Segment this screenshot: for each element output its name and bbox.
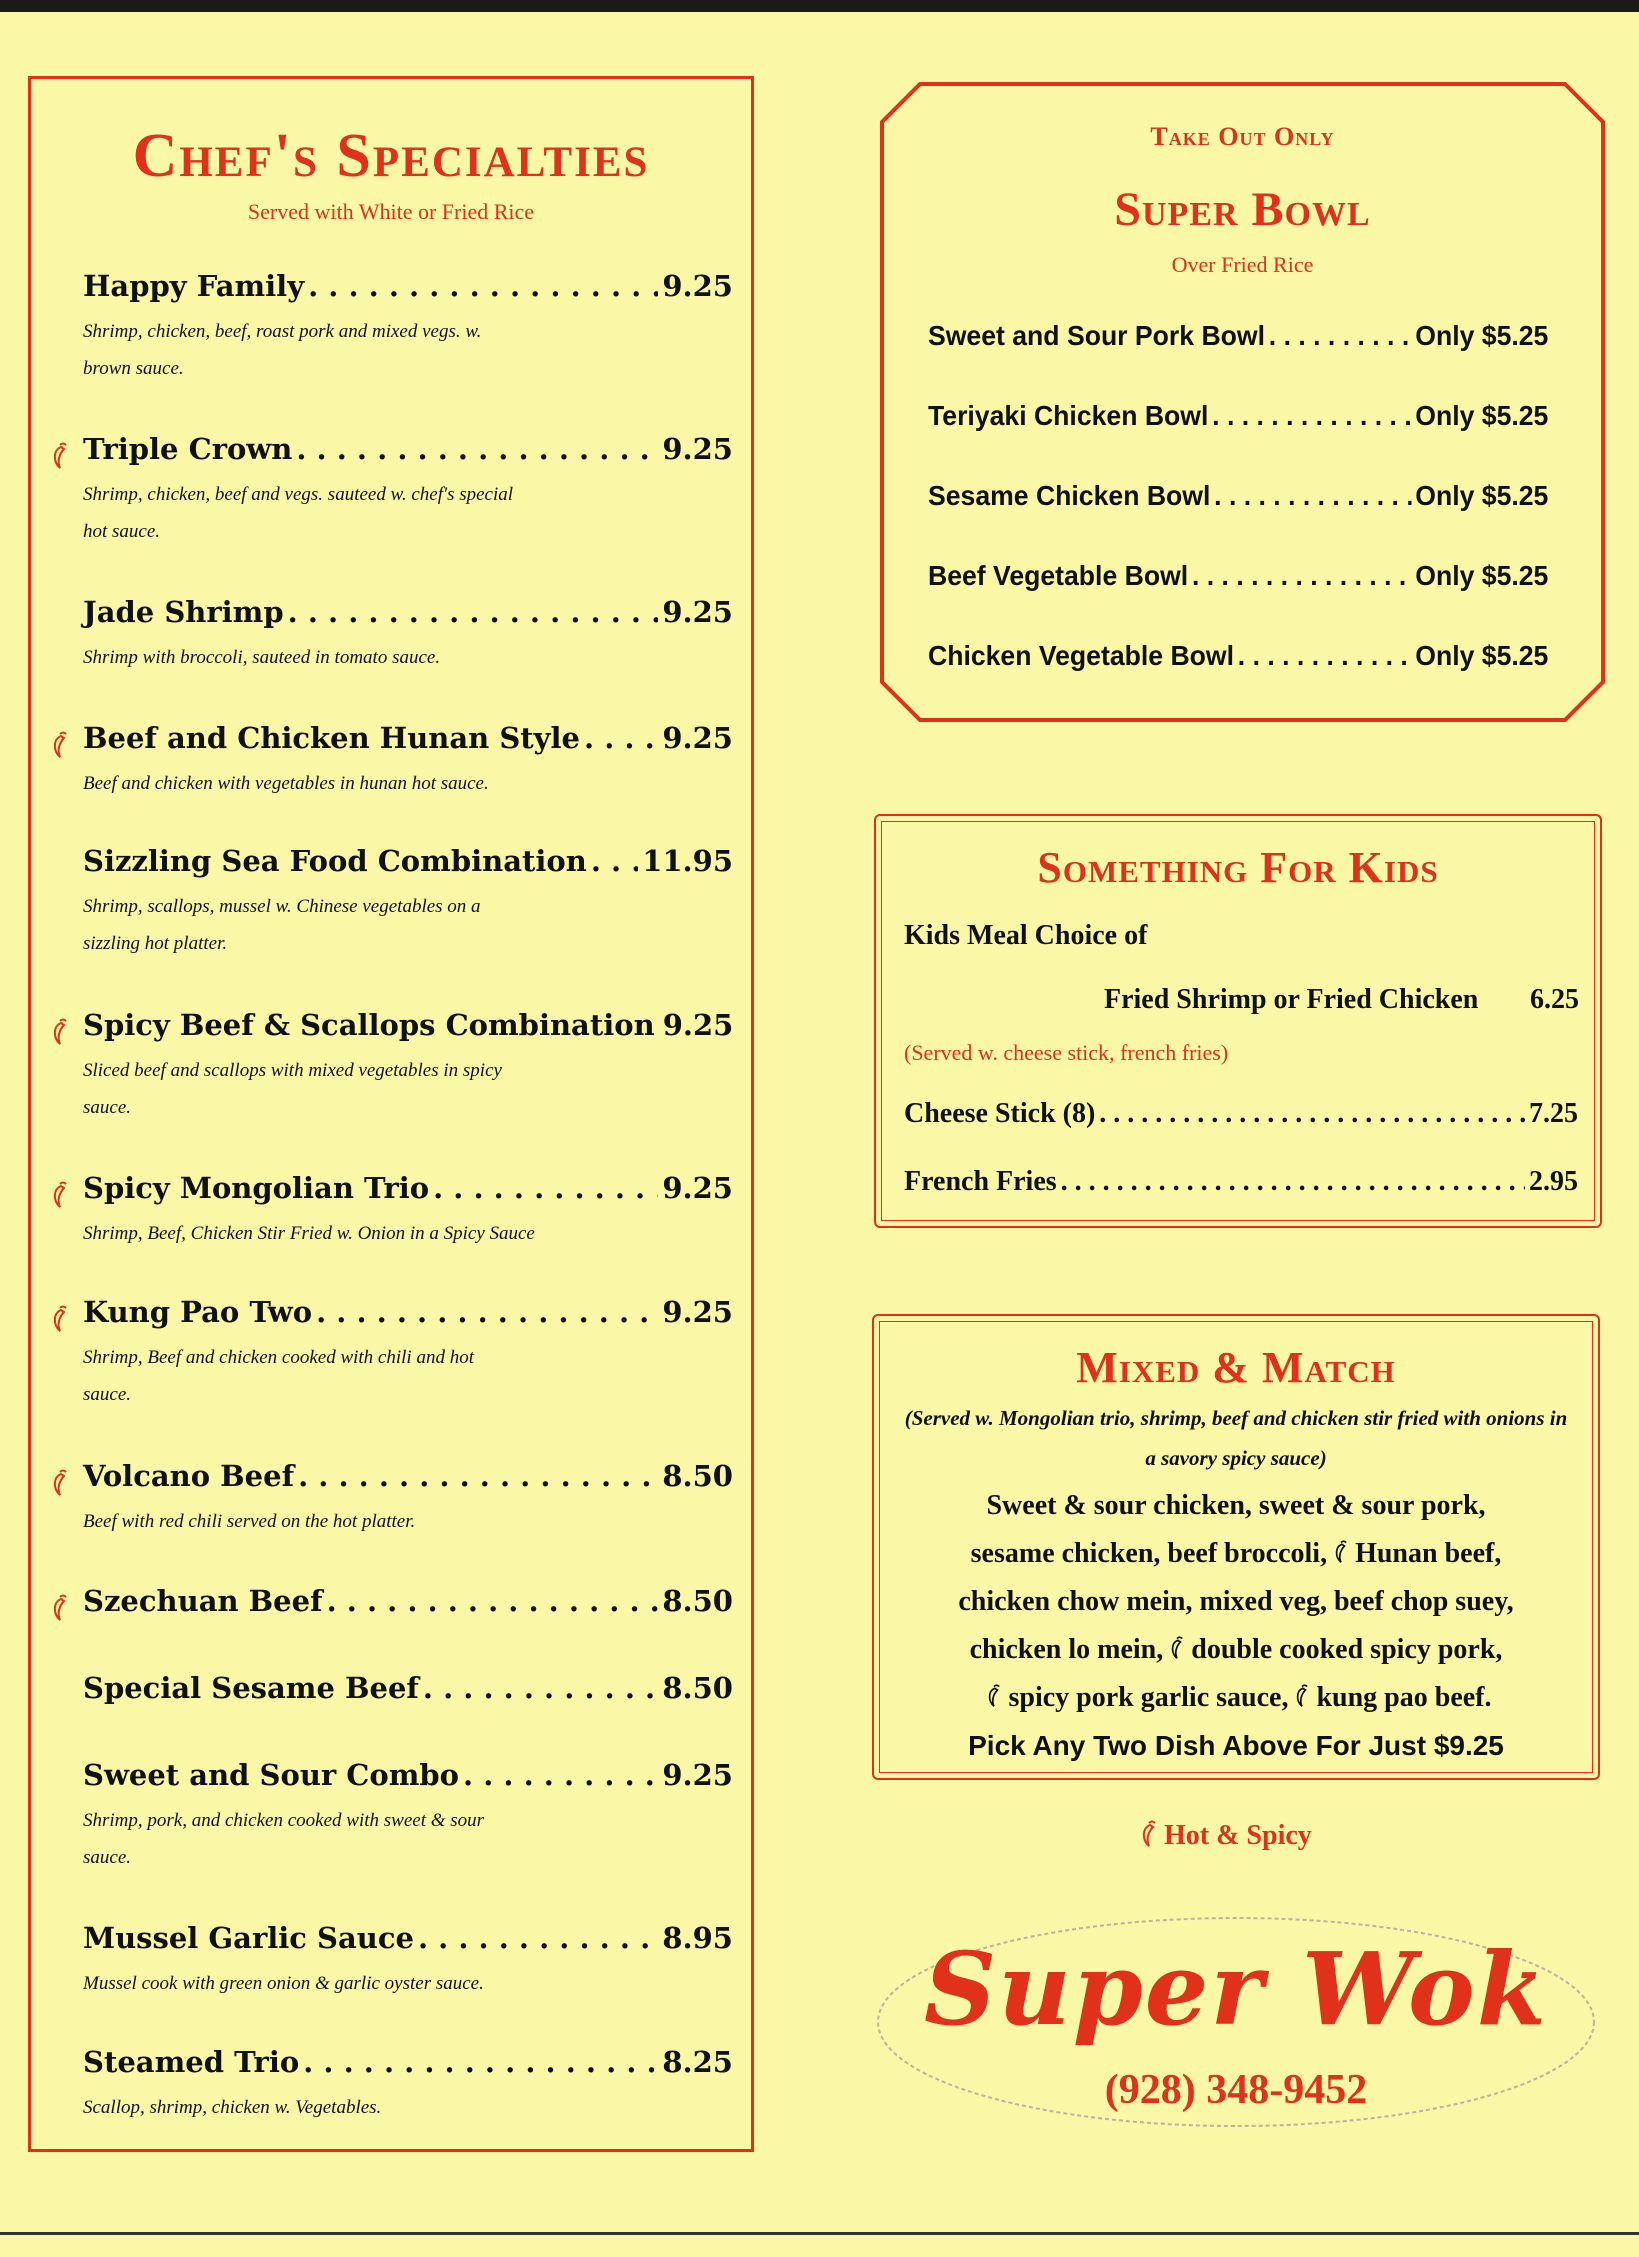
bowl-item-name: Sweet and Sour Pork Bowl [928, 320, 1265, 351]
menu-item-description: Scallop, shrimp, chicken w. Vegetables. [83, 2097, 382, 2118]
dish-line: Sweet & sour chicken, sweet & sour pork, [986, 1490, 1486, 1521]
bowl-item-name: Chicken Vegetable Bowl [928, 640, 1235, 671]
menu-item-description: Shrimp, scallops, mussel w. Chinese vegetables on a sizzling hot platter. [83, 896, 481, 954]
super-bowl-subtitle: Over Fried Rice [1171, 252, 1314, 277]
menu-item-price: 8.50 [662, 1459, 733, 1493]
chili-pepper-icon [51, 1305, 69, 1333]
chili-pepper-icon [51, 442, 69, 470]
take-out-only-label: Take Out Only [1150, 122, 1335, 151]
menu-item-description: Beef and chicken with vegetables in hunan hot sauce. [83, 773, 489, 794]
kids-item-price: 7.25 [1529, 1098, 1578, 1129]
bowl-item-name: Beef Vegetable Bowl [928, 560, 1189, 591]
dish-line: chicken lo mein, double cooked spicy pork, [969, 1634, 1503, 1665]
menu-item-name: Volcano Beef [83, 1459, 295, 1493]
chili-pepper-icon [51, 1181, 69, 1209]
chili-pepper-icon [1294, 1684, 1310, 1708]
menu-item-price: 9.25 [662, 595, 733, 629]
chili-pepper-icon [986, 1684, 1002, 1708]
chili-pepper-icon [51, 1469, 69, 1497]
menu-item-description: Shrimp with broccoli, sauteed in tomato sauce. [83, 647, 441, 668]
mixed-match-offer: Pick Any Two Dish Above For Just $9.25 [968, 1730, 1504, 1761]
kids-menu-panel [874, 814, 1602, 1228]
kids-item-name: Cheese Stick (8) [904, 1098, 1096, 1129]
hot-spicy-legend [1140, 1820, 1312, 1852]
restaurant-logo [872, 1896, 1600, 2136]
menu-item-name: Mussel Garlic Sauce [83, 1921, 414, 1955]
menu-item-name: Triple Crown [83, 432, 293, 466]
menu-item-price: 8.25 [662, 2045, 733, 2079]
bowl-item [928, 480, 1548, 512]
chefs-specialties-subtitle: Served with White or Fried Rice [247, 199, 535, 224]
hot-spicy-label: Hot & Spicy [1164, 1820, 1312, 1851]
menu-item-description: Shrimp, chicken, beef and vegs. sauteed w. chef's special hot sauce. [83, 484, 514, 542]
kids-meal-label: Kids Meal Choice of [904, 920, 1148, 951]
kids-item-price: 2.95 [1529, 1166, 1578, 1197]
bowl-item [928, 560, 1548, 592]
menu-item-name: Spicy Beef & Scallops Combination [83, 1008, 655, 1042]
bowl-item-price: Only $5.25 [1415, 640, 1549, 671]
bowl-item-price: Only $5.25 [1415, 320, 1549, 351]
menu-item-name: Happy Family [83, 269, 305, 303]
menu-item-name: Sweet and Sour Combo [83, 1758, 460, 1792]
kids-item [904, 1166, 1578, 1198]
menu-item-name: Special Sesame Beef [83, 1671, 419, 1705]
menu-item-price: 9.25 [662, 1295, 733, 1329]
menu-item-description: Shrimp, Beef and chicken cooked with chili and hot sauce. [83, 1347, 474, 1405]
menu-item-name: Spicy Mongolian Trio [83, 1171, 430, 1205]
menu-item-price: 9.25 [662, 269, 733, 303]
menu-item-price: 9.25 [662, 1758, 733, 1792]
bowl-item-price: Only $5.25 [1415, 400, 1549, 431]
menu-item-name: Sizzling Sea Food Combination [83, 844, 587, 878]
menu-item-name: Jade Shrimp [83, 595, 284, 629]
menu-item-price: 9.25 [662, 432, 733, 466]
chili-pepper-icon [51, 731, 69, 759]
kids-item-name: French Fries [904, 1166, 1057, 1197]
mixed-match-title: Mixed & Match [1076, 1343, 1396, 1392]
menu-item-price: 8.50 [662, 1671, 733, 1705]
menu-item-description: Shrimp, Beef, Chicken Stir Fried w. Onion in a Spicy Sauce [83, 1223, 535, 1244]
mixed-match-dishes [894, 1482, 1578, 1770]
bowl-item-name: Sesame Chicken Bowl [928, 480, 1211, 511]
super-bowl-title: Super Bowl [1114, 183, 1371, 236]
kids-menu-title: Something For Kids [1037, 843, 1439, 892]
bowl-item [928, 400, 1548, 432]
menu-item-description: Shrimp, chicken, beef, roast pork and mixed vegs. w. brown sauce. [83, 321, 482, 379]
chili-pepper-icon [51, 1594, 69, 1622]
menu-item-description: Beef with red chili served on the hot platter. [83, 1511, 416, 1532]
menu-item-name: Kung Pao Two [83, 1295, 313, 1329]
top-edge [0, 0, 1639, 12]
dish-line: sesame chicken, beef broccoli, Hunan beef, [970, 1538, 1502, 1569]
menu-item-price: 11.95 [642, 844, 733, 878]
dish-line: spicy pork garlic sauce, kung pao beef. [894, 1674, 1578, 1722]
bottom-edge [0, 2232, 1639, 2235]
chefs-specialties-panel [28, 76, 754, 2152]
kids-item [904, 1098, 1578, 1130]
menu-item-price: 9.25 [662, 1008, 734, 1042]
kids-meal-price: 6.25 [1530, 984, 1579, 1015]
phone-number[interactable]: (928) 348-9452 [1104, 2067, 1368, 2113]
dish-line: chicken chow mein, mixed veg, beef chop suey, [958, 1586, 1514, 1617]
kids-meal-choice: Fried Shrimp or Fried Chicken [1104, 984, 1479, 1015]
mixed-match-note: (Served w. Mongolian trio, shrimp, beef and chicken stir fried with onions in a savory spicy sauce) [904, 1406, 1568, 1470]
menu-item-name: Beef and Chicken Hunan Style [83, 721, 580, 755]
kids-meal-note: (Served w. cheese stick, french fries) [904, 1040, 1229, 1065]
bowl-item [928, 640, 1548, 672]
bowl-item-price: Only $5.25 [1415, 560, 1549, 591]
chefs-specialties-title: Chef's Specialties [132, 122, 650, 190]
super-bowl-panel [880, 82, 1605, 722]
chili-pepper-icon [51, 1018, 69, 1046]
chili-pepper-icon [1333, 1540, 1349, 1564]
menu-item-price: 9.25 [662, 1171, 733, 1205]
chili-pepper-icon [1140, 1820, 1158, 1848]
menu-item-name: Szechuan Beef [83, 1584, 323, 1618]
menu-item-description: Mussel cook with green onion & garlic oyster sauce. [83, 1973, 484, 1994]
restaurant-name: Super Wok [923, 1930, 1549, 2048]
menu-item-price: 9.25 [662, 721, 733, 755]
menu-item-price: 8.50 [662, 1584, 733, 1618]
bowl-item [928, 320, 1548, 352]
menu-item-price: 8.95 [662, 1921, 733, 1955]
menu-item-description: Sliced beef and scallops with mixed vegetables in spicy sauce. [83, 1060, 502, 1118]
menu-item-description: Shrimp, pork, and chicken cooked with sweet & sour sauce. [83, 1810, 485, 1868]
bowl-item-price: Only $5.25 [1415, 480, 1549, 511]
bowl-item-name: Teriyaki Chicken Bowl [928, 400, 1209, 431]
chili-pepper-icon [1169, 1636, 1185, 1660]
mixed-match-panel [872, 1314, 1600, 1780]
menu-item-name: Steamed Trio [83, 2045, 300, 2079]
